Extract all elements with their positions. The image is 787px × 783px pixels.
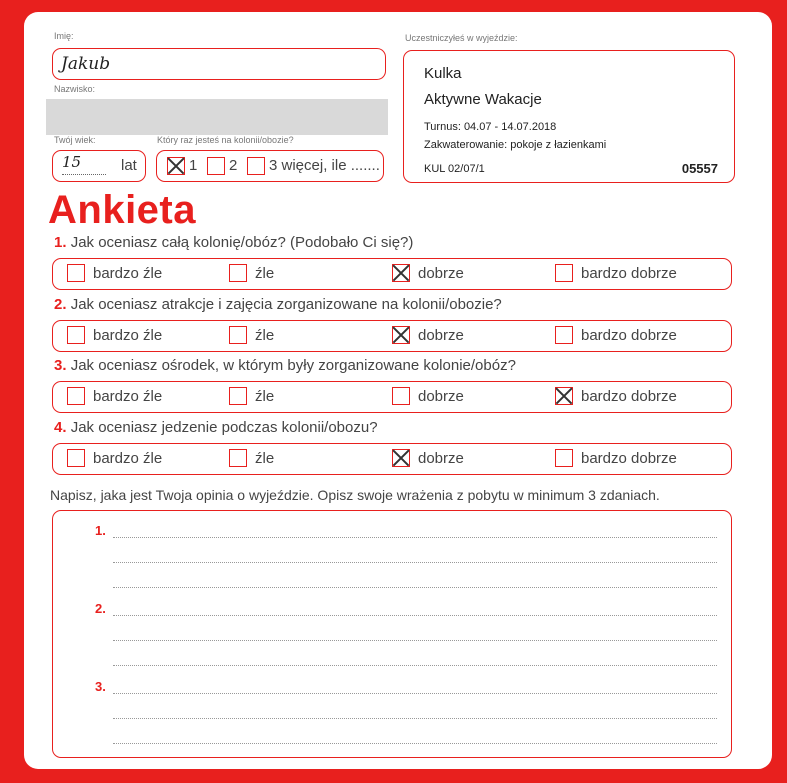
ktory-raz-label: Który raz jesteś na kolonii/obozie? [157,135,294,145]
answer-checkbox[interactable] [555,449,573,467]
answer-checkbox[interactable] [67,387,85,405]
nazwisko-label: Nazwisko: [54,84,96,94]
answer-checkbox[interactable] [555,264,573,282]
writing-line [113,562,717,563]
ktory-raz-checkbox-1[interactable] [167,157,185,175]
trip-company: Aktywne Wakacje [424,91,542,108]
ktory-raz-checkbox-3[interactable] [247,157,265,175]
opinion-line-label-1: 1. [95,523,106,538]
answer-option-label: dobrze [418,388,464,405]
answer-option-label: bardzo dobrze [581,265,677,282]
answer-option-label: bardzo źle [93,327,163,344]
opinion-box[interactable] [52,510,732,758]
answer-row-3 [52,381,732,413]
wiek-value: 15 [62,153,106,175]
writing-line [113,743,717,744]
answer-checkbox[interactable] [392,449,410,467]
wiek-unit: lat [121,157,137,174]
question-text: Jak oceniasz atrakcje i zajęcia zorganizowane na kolonii/obozie? [70,296,502,313]
trip-name: Kulka [424,65,462,82]
opinion-prompt: Napisz, jaka jest Twoja opinia o wyjeździe. Opisz swoje wrażenia z pobytu w minimum 3 zdaniach. [50,487,660,503]
uczestniczyles-label: Uczestniczyłeś w wyjeździe: [405,33,518,43]
imie-label: Imię: [54,31,74,41]
question-4 [54,419,378,436]
question-text: Jak oceniasz jedzenie podczas kolonii/obozu? [70,419,378,436]
trip-zakwaterowanie: Zakwaterowanie: pokoje z łazienkami [424,139,607,151]
question-3 [54,357,516,374]
ktory-raz-option-1: 1 [189,157,198,174]
imie-field[interactable] [52,48,386,80]
trip-turnus: Turnus: 04.07 - 14.07.2018 [424,121,557,133]
survey-title: Ankieta [48,188,196,232]
ktory-raz-option-2: 2 [229,157,238,174]
question-2 [54,296,502,313]
answer-option-label: bardzo źle [93,265,163,282]
answer-checkbox[interactable] [392,264,410,282]
answer-option-label: dobrze [418,265,464,282]
answer-checkbox[interactable] [229,264,247,282]
question-text: Jak oceniasz ośrodek, w którym były zorganizowane kolonie/obóz? [70,357,516,374]
answer-option-label: bardzo źle [93,388,163,405]
answer-option-label: bardzo dobrze [581,327,677,344]
writing-line [113,693,717,694]
question-number: 3. [54,357,67,374]
answer-checkbox[interactable] [229,449,247,467]
answer-row-2 [52,320,732,352]
nazwisko-redacted-field [46,99,388,135]
trip-card [403,50,735,183]
answer-checkbox[interactable] [67,449,85,467]
answer-option-label: bardzo dobrze [581,450,677,467]
opinion-line-label-3: 3. [95,679,106,694]
answer-row-1 [52,258,732,290]
ktory-raz-checkbox-2[interactable] [207,157,225,175]
writing-line [113,718,717,719]
answer-checkbox[interactable] [229,387,247,405]
question-text: Jak oceniasz całą kolonię/obóz? (Podobało Ci się?) [70,234,414,251]
answer-option-label: źle [255,265,275,282]
answer-row-4 [52,443,732,475]
answer-option-label: dobrze [418,327,464,344]
ktory-raz-option-3: 3 więcej, ile ....... [269,157,380,174]
answer-checkbox[interactable] [67,264,85,282]
writing-line [113,537,717,538]
opinion-line-label-2: 2. [95,601,106,616]
trip-number: 05557 [681,161,718,176]
question-number: 4. [54,419,67,436]
question-number: 2. [54,296,67,313]
question-number: 1. [54,234,67,251]
ktory-raz-field [156,150,384,182]
answer-option-label: źle [255,327,275,344]
answer-option-label: źle [255,450,275,467]
question-1 [54,234,413,251]
imie-value: Jakub [61,54,111,74]
answer-checkbox[interactable] [555,387,573,405]
survey-sheet [24,12,772,769]
trip-code: KUL 02/07/1 [424,163,485,175]
writing-line [113,665,717,666]
writing-line [113,587,717,588]
writing-line [113,640,717,641]
answer-checkbox[interactable] [67,326,85,344]
answer-option-label: źle [255,388,275,405]
answer-option-label: dobrze [418,450,464,467]
wiek-label: Twój wiek: [54,135,96,145]
answer-checkbox[interactable] [555,326,573,344]
writing-line [113,615,717,616]
answer-option-label: bardzo źle [93,450,163,467]
answer-checkbox[interactable] [229,326,247,344]
answer-checkbox[interactable] [392,387,410,405]
answer-option-label: bardzo dobrze [581,388,677,405]
wiek-field[interactable] [52,150,146,182]
answer-checkbox[interactable] [392,326,410,344]
